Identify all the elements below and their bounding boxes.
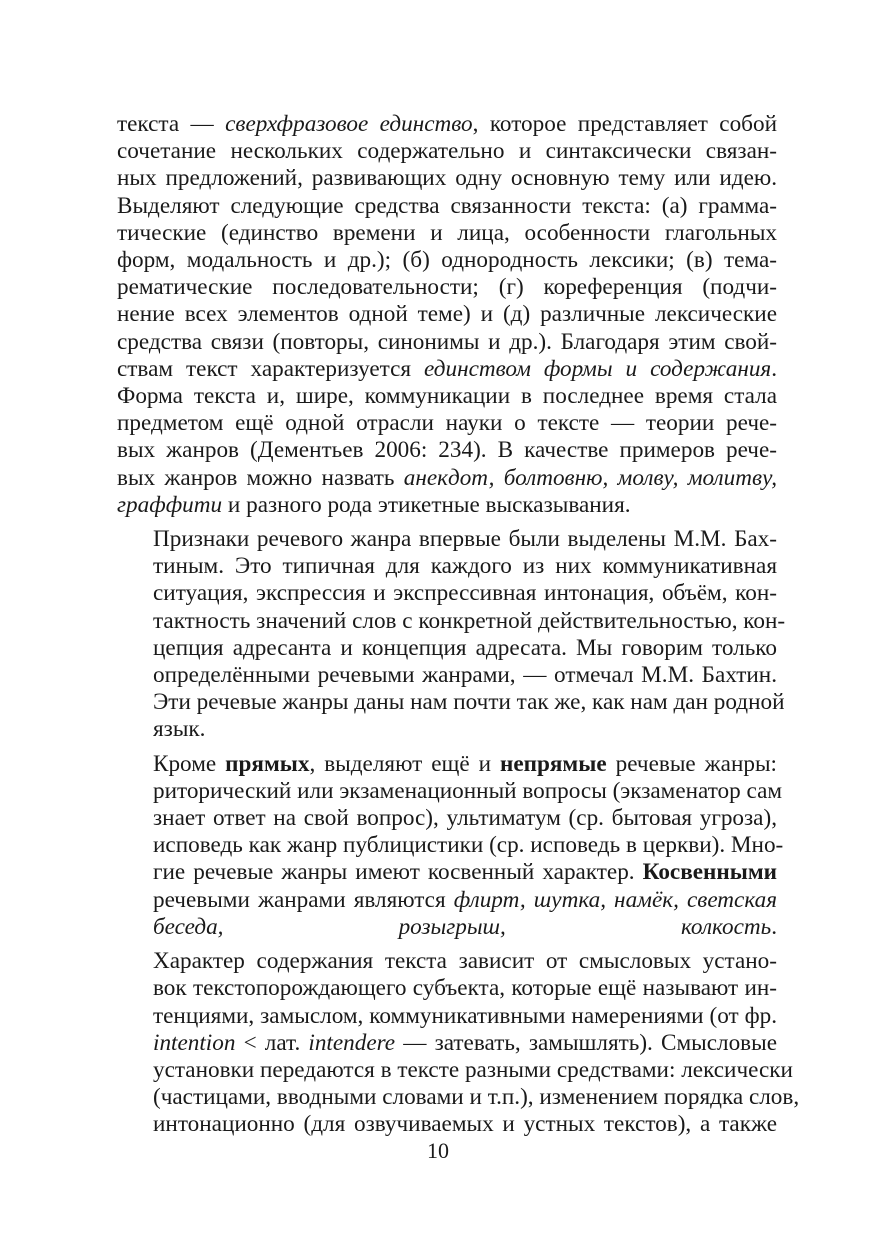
text-run: Кроме bbox=[153, 750, 226, 777]
text-line bbox=[117, 465, 777, 492]
italic-term: анекдот, болтовню, молву, молитву, bbox=[403, 464, 778, 491]
text-line bbox=[117, 274, 777, 301]
text-line bbox=[117, 914, 777, 941]
text-run: . bbox=[771, 913, 777, 940]
text-run: вок текстопорождающего субъекта, которые ещё называют ин- bbox=[153, 975, 777, 1002]
italic-term: intendere bbox=[308, 1029, 396, 1056]
text-run: интонационно (для озвучиваемых и устных текстов), а также bbox=[153, 1111, 777, 1138]
text-run: ствам текст характеризуется bbox=[117, 355, 425, 382]
text-run: < лат. bbox=[235, 1029, 309, 1056]
text-run: речевые жанры: bbox=[606, 750, 777, 777]
text-run: вых жанров (Дементьев 2006: 234). В качестве примеров рече- bbox=[117, 437, 777, 464]
text-line bbox=[117, 1003, 777, 1030]
text-line bbox=[117, 410, 777, 437]
italic-term: сверхфразовое единство bbox=[225, 111, 473, 137]
text-run: нение всех элементов одной теме) и (д) различные лексические bbox=[117, 301, 777, 328]
text-run: Эти речевые жанры даны нам почти так же, как нам дан родной bbox=[153, 689, 785, 716]
text-line bbox=[117, 111, 777, 138]
text-run: цепция адресанта и концепция адресата. Мы говорим только bbox=[153, 634, 777, 661]
text-run: тические (единство времени и лица, особенности глагольных bbox=[117, 219, 777, 246]
text-run: средства связи (повторы, синонимы и др.). Благодаря этим свой- bbox=[117, 328, 777, 355]
text-line bbox=[117, 138, 777, 165]
text-run: , которое представляет собой bbox=[472, 111, 777, 137]
text-run: риторический или экзаменационный вопросы (экзаменатор сам bbox=[153, 777, 783, 804]
italic-term: intention bbox=[153, 1029, 236, 1056]
text-line bbox=[117, 329, 777, 356]
text-run: гие речевые жанры имеют косвенный характер. bbox=[153, 859, 643, 886]
text-run: тактность значений слов с конкретной действительностью, кон- bbox=[153, 607, 786, 634]
text-line bbox=[117, 887, 777, 914]
paragraph bbox=[117, 526, 786, 744]
text-line bbox=[117, 526, 777, 553]
text-run: — затевать, замышлять). Смысловые bbox=[395, 1029, 777, 1056]
text-run: ситуация, экспрессия и экспрессивная интонация, объём, кон- bbox=[153, 580, 777, 607]
bold-term: непрямые bbox=[499, 750, 607, 777]
text-line bbox=[117, 607, 786, 635]
text-run: установки передаются в тексте разными средствами: лексически bbox=[153, 1056, 793, 1083]
text-run: знает ответ на свой вопрос), ультиматум (ср. бытовая угроза), bbox=[153, 805, 777, 832]
text-run: текста — bbox=[117, 111, 226, 137]
text-run: Характер содержания текста зависит от смысловых устано- bbox=[153, 948, 777, 975]
body-text bbox=[117, 111, 800, 1139]
text-line bbox=[117, 716, 777, 743]
text-line bbox=[117, 805, 777, 832]
paragraph bbox=[117, 948, 800, 1138]
paragraph bbox=[117, 111, 777, 519]
text-run: Форма текста и, шире, коммуникации в последнее время стала bbox=[117, 383, 777, 410]
text-line bbox=[117, 1056, 793, 1084]
text-line bbox=[117, 975, 777, 1002]
text-run: предметом ещё одной отрасли науки о тексте — теории рече- bbox=[117, 410, 777, 437]
text-run: определёнными речевыми жанрами, — отмечал М.М. Бахтин. bbox=[153, 662, 777, 689]
text-line bbox=[117, 689, 785, 716]
text-run: вых жанров можно назвать bbox=[117, 464, 404, 491]
text-run: форм, модальность и др.); (б) однородность лексики; (в) тема- bbox=[117, 247, 777, 274]
text-run: речевыми жанрами являются bbox=[153, 886, 454, 913]
text-line bbox=[117, 553, 777, 580]
text-line bbox=[117, 492, 777, 519]
text-run: тенциями, замыслом, коммуникативными намерениями (от фр. bbox=[153, 1002, 777, 1029]
text-run: сочетание нескольких содержательно и синтаксически связан- bbox=[117, 138, 777, 165]
text-run: Признаки речевого жанра впервые были выделены М.М. Бах- bbox=[153, 526, 777, 553]
text-run: ных предложений, развивающих одну основную тему или идею. bbox=[117, 165, 777, 192]
text-line bbox=[117, 777, 783, 805]
italic-term: единством формы и содержания bbox=[424, 355, 772, 382]
text-line bbox=[117, 635, 777, 662]
text-line bbox=[117, 247, 777, 274]
text-line bbox=[117, 1030, 777, 1057]
text-line bbox=[117, 1084, 800, 1111]
text-line bbox=[117, 948, 777, 975]
text-run: исповедь как жанр публицистики (ср. исповедь в церкви). Мно- bbox=[153, 832, 784, 859]
text-run: и разного рода этикетные высказывания. bbox=[222, 491, 631, 518]
paragraph bbox=[117, 750, 784, 941]
text-run: рематические последовательности; (г) кореференция (подчи- bbox=[117, 274, 777, 301]
text-run: тиным. Это типичная для каждого из них коммуникативная bbox=[153, 553, 777, 580]
text-line bbox=[117, 580, 777, 607]
text-line bbox=[117, 383, 777, 410]
italic-term: флирт, шутка, намёк, светская bbox=[453, 886, 777, 913]
page-number: 10 bbox=[427, 1138, 449, 1163]
text-run: . bbox=[771, 355, 777, 382]
text-line bbox=[117, 662, 777, 689]
bold-term: Косвенными bbox=[642, 859, 777, 886]
text-line bbox=[117, 437, 777, 464]
text-run: , выделяют ещё и bbox=[309, 750, 500, 777]
text-line bbox=[117, 356, 777, 383]
text-run: (частицами, вводными словами и т.п.), изменением порядка слов, bbox=[153, 1084, 800, 1111]
text-line bbox=[117, 859, 777, 886]
text-line bbox=[117, 220, 777, 247]
text-line bbox=[117, 751, 777, 778]
text-line bbox=[117, 193, 777, 220]
text-line bbox=[117, 165, 777, 192]
text-line bbox=[117, 1111, 777, 1138]
italic-term: граффити bbox=[117, 491, 223, 518]
text-run: язык. bbox=[153, 716, 206, 743]
text-line bbox=[117, 301, 777, 328]
text-run: Выделяют следующие средства связанности текста: (а) грамма- bbox=[117, 192, 777, 219]
italic-term: беседа, розыгрыш, колкость bbox=[153, 913, 772, 940]
text-line bbox=[117, 832, 784, 859]
bold-term: прямых bbox=[225, 750, 310, 777]
